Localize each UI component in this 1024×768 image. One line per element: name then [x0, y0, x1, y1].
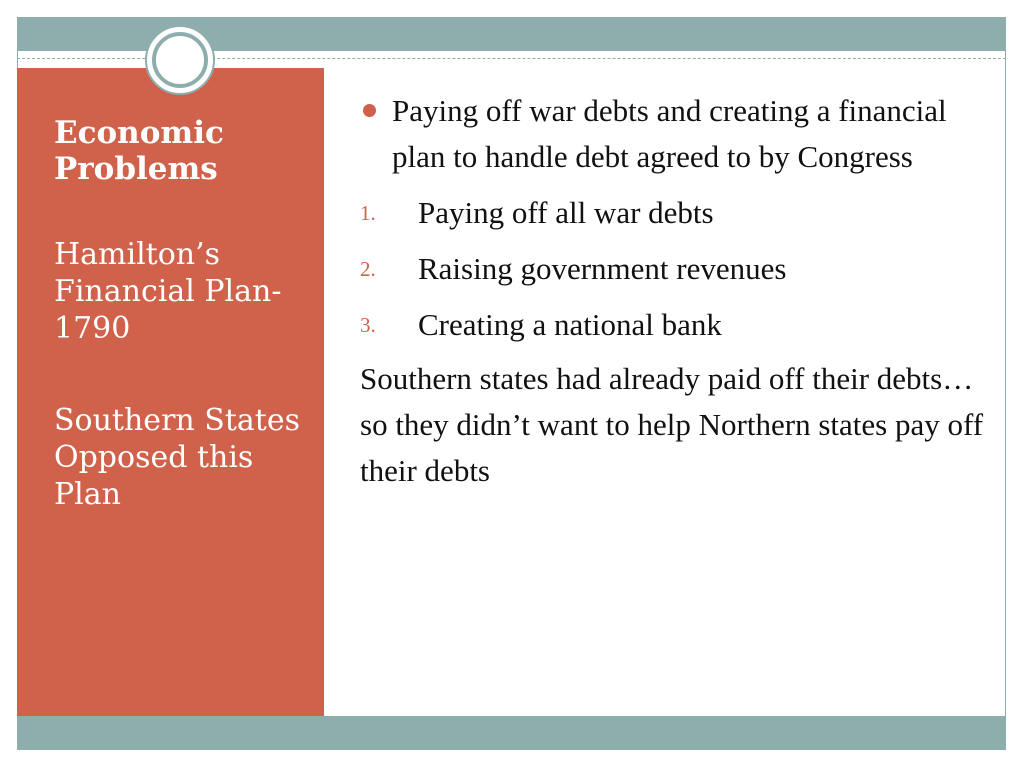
- slide-title: Economic Problems: [54, 115, 224, 187]
- bottom-band: [17, 716, 1006, 750]
- bullet-dot-icon: [363, 104, 376, 117]
- numbered-item-text: Raising government revenues: [418, 251, 787, 286]
- body-paragraph: Southern states had already paid off their debts…so they didn’t want to help Northern states pay off their debts: [360, 361, 984, 488]
- slide-subtitle-plan: Hamilton’s Financial Plan-1790: [54, 237, 282, 346]
- decorative-ring-icon: [152, 32, 208, 88]
- numbered-item-text: Creating a national bank: [418, 307, 722, 342]
- numbered-item-marker: 1.: [360, 201, 376, 225]
- numbered-item-1: [360, 190, 990, 236]
- numbered-item-marker: 2.: [360, 257, 376, 281]
- numbered-item-3: [360, 302, 990, 348]
- numbered-item-marker: 3.: [360, 313, 376, 337]
- slide-body: [360, 88, 990, 494]
- slide-subtitle-opposition: Southern States Opposed this Plan: [54, 403, 300, 512]
- bullet-point: [360, 88, 990, 180]
- numbered-item-2: [360, 246, 990, 292]
- bullet-text: Paying off war debts and creating a financial plan to handle debt agreed to by Congress: [392, 93, 947, 174]
- numbered-item-text: Paying off all war debts: [418, 195, 714, 230]
